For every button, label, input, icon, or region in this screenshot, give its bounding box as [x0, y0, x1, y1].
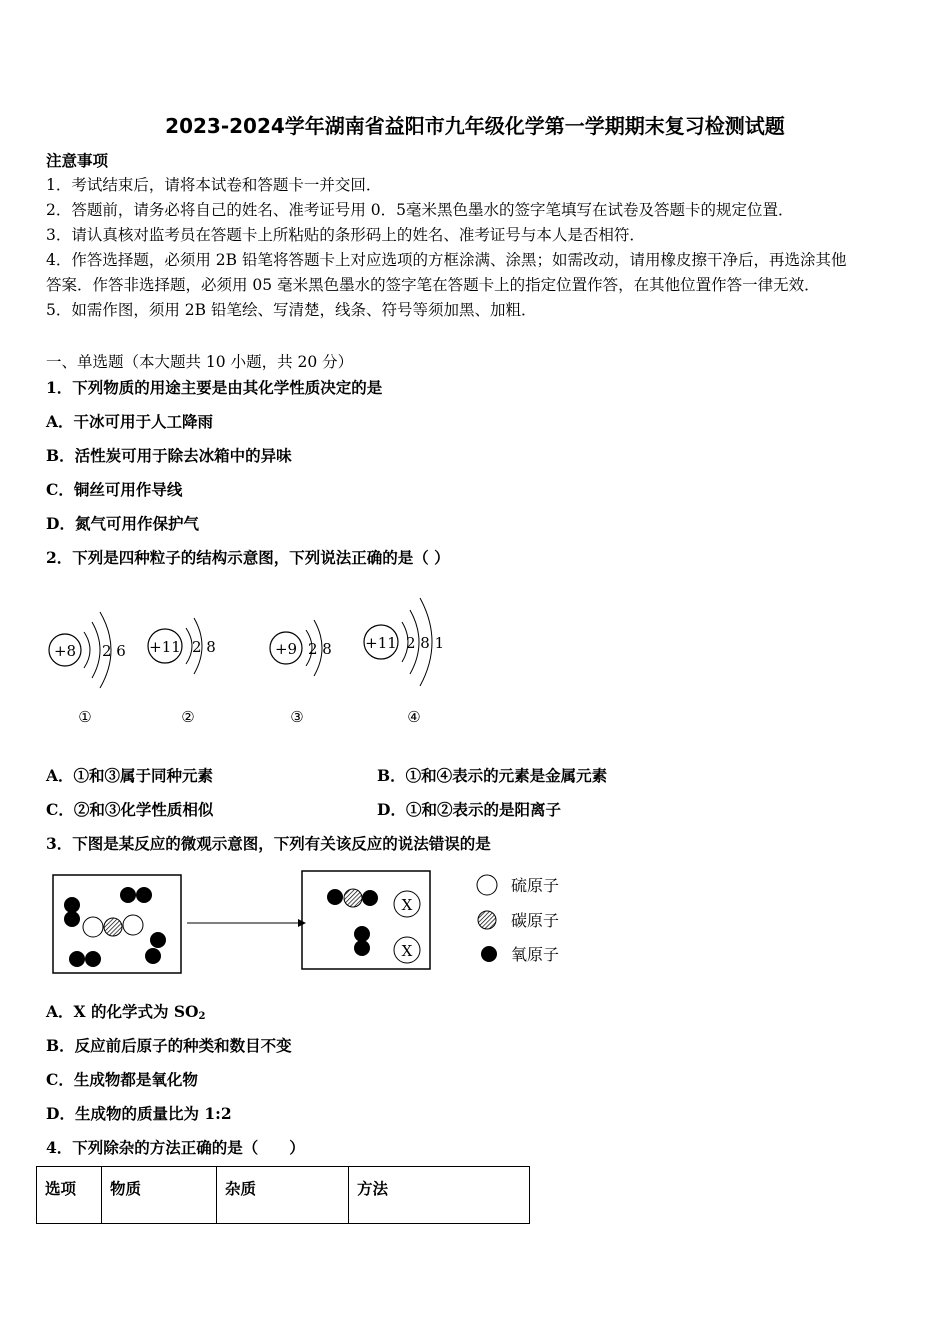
notice-item: 5．如需作图，须用 2B 铅笔绘、写清楚，线条、符号等须加黑、加粗． [46, 301, 537, 319]
reaction-micro-diagram [40, 864, 600, 984]
q1-option-b: B．活性炭可用于除去冰箱中的异味 [46, 446, 292, 465]
notice-item: 2．答题前，请务必将自己的姓名、准考证号用 0．5毫米黑色墨水的签字笔填写在试卷及答题卡的规定位置． [46, 201, 794, 219]
diagram-label: ④ [407, 708, 421, 726]
notice-item: 4．作答选择题，必须用 2B 铅笔将答题卡上对应选项的方框涂满、涂黑；如需改动，请用橡皮擦干净后，再选涂其他 [46, 251, 847, 269]
shell-electrons: 2 8 1 [406, 634, 445, 652]
q1-option-a: A．干冰可用于人工降雨 [46, 412, 214, 431]
legend-carbon: 碳原子 [511, 911, 560, 930]
legend-oxygen: 氧原子 [511, 945, 560, 964]
oxygen-atom-icon [481, 946, 497, 962]
shell-electrons: 2 8 [308, 640, 332, 658]
legend-sulfur: 硫原子 [511, 876, 560, 895]
section-heading: 一、单选题（本大题共 10 小题，共 20 分） [46, 353, 354, 371]
q4-table [36, 1166, 530, 1224]
product-molecules [327, 889, 420, 963]
q2-option-c: C．②和③化学性质相似 [46, 800, 214, 819]
q1-option-c: C．铜丝可用作导线 [46, 480, 183, 499]
q2-option-d: D．①和②表示的是阳离子 [377, 800, 561, 819]
diagram-label: ③ [290, 708, 304, 726]
atom-structure-diagrams [40, 582, 470, 732]
table-header-cell: 选项 [37, 1167, 102, 1224]
x-molecule-label: X [401, 942, 413, 960]
nucleus-label: +9 [274, 640, 298, 658]
q3-option-c: C．生成物都是氧化物 [46, 1070, 198, 1089]
q3-option-a [46, 1000, 206, 1022]
diagram-label: ② [181, 708, 195, 726]
shell-electrons: 2 6 [102, 642, 126, 660]
subscript: 2 [198, 1011, 206, 1022]
q3-option-a-text: A．X 的化学式为 SO [46, 1002, 199, 1021]
q2-option-b: B．①和④表示的元素是金属元素 [377, 766, 608, 785]
x-molecule-label: X [401, 896, 413, 914]
diagram-label: ① [78, 708, 92, 726]
atom-legend [477, 875, 559, 964]
atom-diagram-2 [148, 618, 216, 726]
table-header-cell: 杂质 [217, 1167, 349, 1224]
nucleus-label: +8 [53, 642, 77, 660]
table-header-cell: 方法 [349, 1167, 530, 1224]
atom-diagram-1 [49, 612, 126, 726]
notice-item: 答案．作答非选择题，必须用 05 毫米黑色墨水的签字笔在答题卡上的指定位置作答，在其他位置作答一律无效． [46, 276, 820, 294]
notice-heading: 注意事项 [46, 151, 109, 170]
atom-diagram-4 [364, 598, 444, 726]
nucleus-label: +11 [149, 638, 181, 656]
table-header-row [37, 1167, 530, 1224]
notice-item: 1．考试结束后，请将本试卷和答题卡一并交回． [46, 176, 382, 194]
nucleus-label: +11 [365, 634, 397, 652]
q3-option-b: B．反应前后原子的种类和数目不变 [46, 1036, 292, 1055]
carbon-atom-icon [478, 911, 496, 929]
q1-option-d: D．氮气可用作保护气 [46, 514, 199, 533]
q3-option-d: D．生成物的质量比为 1:2 [46, 1104, 232, 1123]
notice-section [46, 148, 906, 323]
reactant-molecules [64, 887, 166, 967]
table-header-cell: 物质 [102, 1167, 217, 1224]
q4-stem: 4．下列除杂的方法正确的是（ ） [46, 1138, 305, 1157]
q2-stem: 2．下列是四种粒子的结构示意图，下列说法正确的是（ ） [46, 548, 450, 567]
atom-diagram-3 [270, 620, 332, 726]
page-title: 2023-2024学年湖南省益阳市九年级化学第一学期期末复习检测试题 [165, 114, 785, 138]
q3-stem: 3．下图是某反应的微观示意图，下列有关该反应的说法错误的是 [46, 834, 491, 853]
q2-option-a: A．①和③属于同种元素 [46, 766, 214, 785]
notice-item: 3．请认真核对监考员在答题卡上所粘贴的条形码上的姓名、准考证号与本人是否相符． [46, 226, 645, 244]
sulfur-atom-icon [477, 875, 497, 895]
shell-electrons: 2 8 [192, 638, 216, 656]
q1-stem: 1．下列物质的用途主要是由其化学性质决定的是 [46, 378, 383, 397]
